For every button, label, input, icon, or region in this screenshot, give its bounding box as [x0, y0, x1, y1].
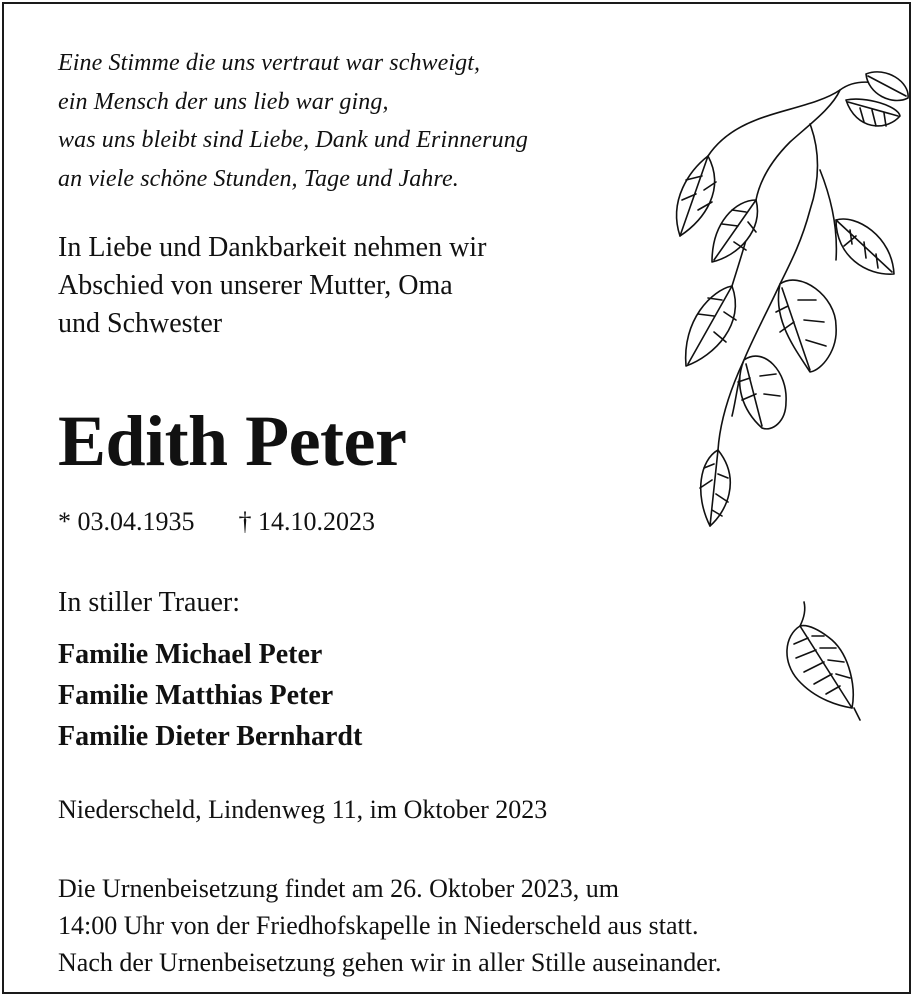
deceased-name: Edith Peter	[58, 401, 407, 481]
mourning-families	[58, 634, 362, 757]
family-name: Familie Michael Peter	[58, 639, 323, 670]
falling-leaf-icon	[780, 596, 870, 726]
place-and-date: Niederscheld, Lindenweg 11, im Oktober 2023	[58, 795, 548, 824]
burial-notice	[58, 870, 721, 981]
mourning-heading: In stiller Trauer:	[58, 587, 240, 618]
birth-date: * 03.04.1935	[58, 507, 195, 536]
family-name: Familie Matthias Peter	[58, 680, 334, 711]
intro-text	[58, 229, 486, 343]
intro-line: In Liebe und Dankbarkeit nehmen wir	[58, 232, 487, 263]
poem-verse	[58, 44, 528, 198]
notice-line: Nach der Urnenbeisetzung gehen wir in aller Stille auseinander.	[58, 948, 722, 977]
intro-line: und Schwester	[58, 308, 223, 339]
notice-line: 14:00 Uhr von der Friedhofskapelle in Niederscheld aus statt.	[58, 911, 699, 940]
poem-line: was uns bleibt sind Liebe, Dank und Erinnerung	[58, 127, 528, 153]
death-date: † 14.10.2023	[238, 507, 375, 536]
poem-line: ein Mensch der uns lieb war ging,	[58, 88, 389, 115]
birch-branch-icon	[660, 60, 910, 540]
poem-line: an viele schöne Stunden, Tage und Jahre.	[58, 165, 459, 192]
notice-line: Die Urnenbeisetzung findet am 26. Oktober 2023, um	[58, 874, 620, 903]
family-name: Familie Dieter Bernhardt	[58, 721, 363, 752]
poem-line: Eine Stimme die uns vertraut war schweigt,	[58, 50, 481, 76]
intro-line: Abschied von unserer Mutter, Oma	[58, 270, 453, 301]
life-dates	[58, 504, 375, 540]
